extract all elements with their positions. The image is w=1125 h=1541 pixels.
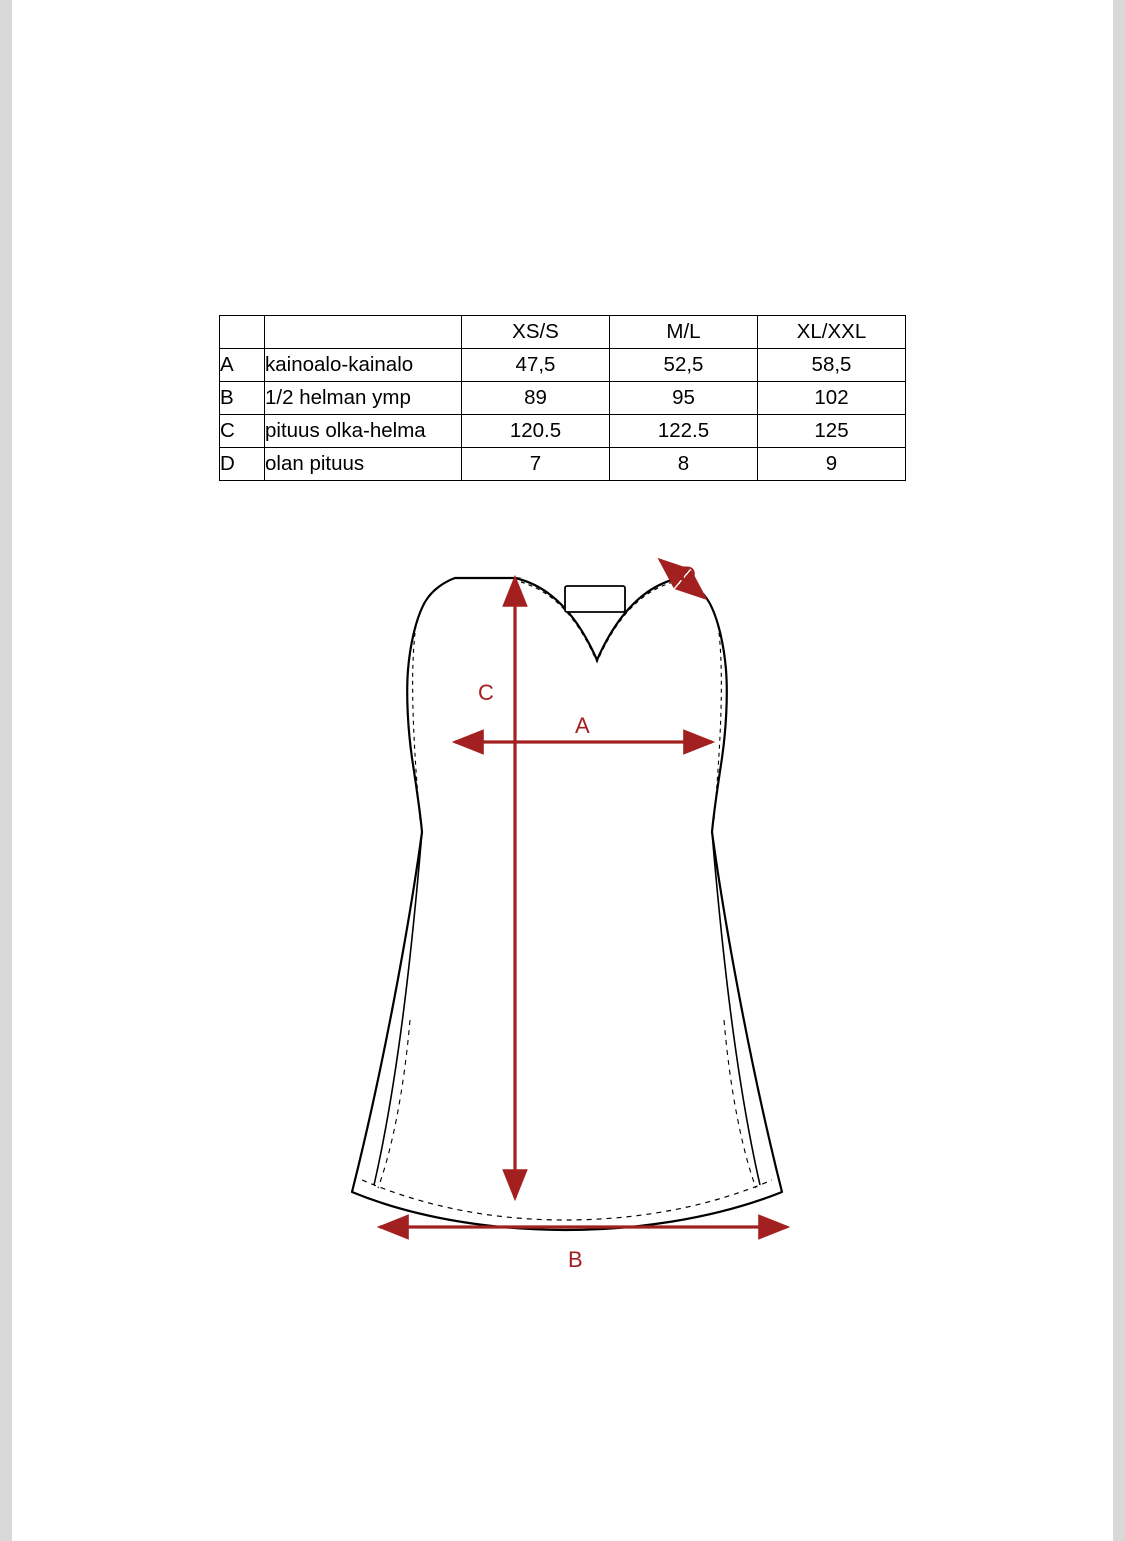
row-label-a: kainoalo-kainalo <box>265 349 462 382</box>
row-b-xl-xxl: 102 <box>758 382 906 415</box>
header-cell-empty-2 <box>265 316 462 349</box>
row-d-m-l: 8 <box>610 448 758 481</box>
table-row <box>220 415 906 448</box>
row-b-m-l: 95 <box>610 382 758 415</box>
table-row <box>220 349 906 382</box>
header-cell-empty-1 <box>220 316 265 349</box>
header-cell-xl-xxl: XL/XXL <box>758 316 906 349</box>
row-a-xs-s: 47,5 <box>462 349 610 382</box>
row-c-xl-xxl: 125 <box>758 415 906 448</box>
row-b-xs-s: 89 <box>462 382 610 415</box>
row-label-b: 1/2 helman ymp <box>265 382 462 415</box>
dimension-label-a: A <box>575 713 590 738</box>
neck-label-tag <box>565 586 625 612</box>
size-chart-table <box>219 315 906 481</box>
row-c-xs-s: 120.5 <box>462 415 610 448</box>
garment-technical-drawing <box>12 520 1113 1310</box>
row-a-m-l: 52,5 <box>610 349 758 382</box>
table-row <box>220 448 906 481</box>
row-key-d: D <box>220 448 265 481</box>
row-label-c: pituus olka-helma <box>265 415 462 448</box>
row-d-xs-s: 7 <box>462 448 610 481</box>
table-header-row <box>220 316 906 349</box>
row-d-xl-xxl: 9 <box>758 448 906 481</box>
row-key-a: A <box>220 349 265 382</box>
header-cell-xs-s: XS/S <box>462 316 610 349</box>
row-a-xl-xxl: 58,5 <box>758 349 906 382</box>
dimension-label-c: C <box>478 680 494 705</box>
dress-outline <box>352 578 782 1230</box>
row-key-b: B <box>220 382 265 415</box>
dress-diagram-svg <box>12 520 1113 1310</box>
document-page <box>12 0 1113 1541</box>
row-c-m-l: 122.5 <box>610 415 758 448</box>
table-row <box>220 382 906 415</box>
row-key-c: C <box>220 415 265 448</box>
dimension-label-b: B <box>568 1247 583 1272</box>
dimension-label-d: D <box>680 562 696 587</box>
header-cell-m-l: M/L <box>610 316 758 349</box>
row-label-d: olan pituus <box>265 448 462 481</box>
